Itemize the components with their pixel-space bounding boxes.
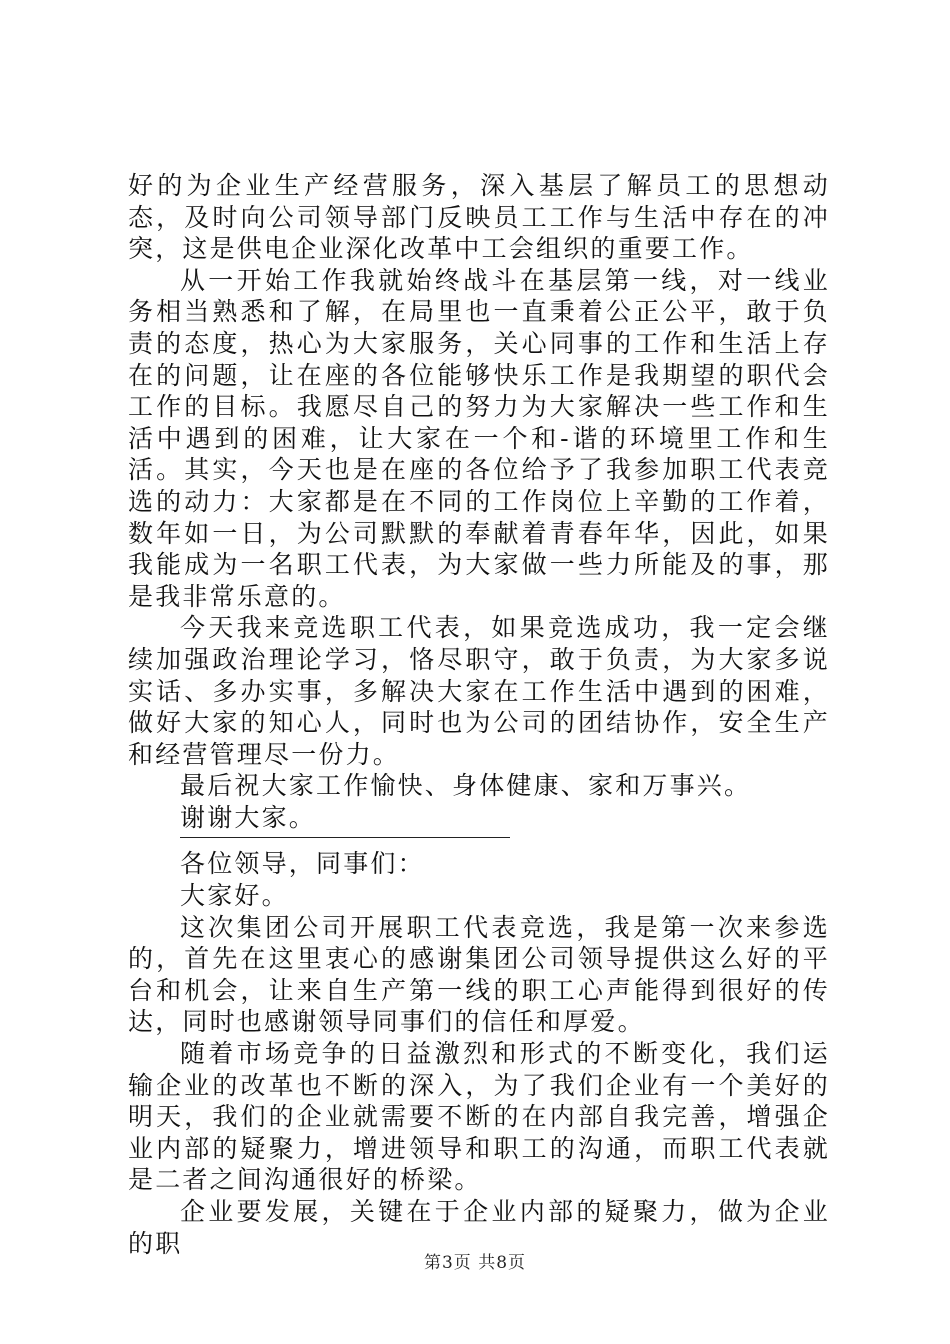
paragraph: 今天我来竞选职工代表，如果竞选成功，我一定会继续加强政治理论学习，恪尽职守，敢于负责，为大家多说实话、多办实事，多解决大家在工作生活中遇到的困难，做好大家的知心人，同时也为公司的团结协作，安全生产和经营管理尽一份力。 — [128, 613, 830, 769]
paragraph: 谢谢大家。 — [180, 802, 317, 832]
paragraph: 这次集团公司开展职工代表竞选，我是第一次来参选的，首先在这里衷心的感谢集团公司领导提供这么好的平台和机会，让来自生产第一线的职工心声能得到很好的传达，同时也感谢领导同事们的信任和厚爱。 — [128, 912, 830, 1037]
paragraph: 从一开始工作我就始终战斗在基层第一线，对一线业务相当熟悉和了解，在局里也一直秉着公正公平，敢于负责的态度，热心为大家服务，关心同事的工作和生活上存在的问题，让在座的各位能够快乐工作是我期望的职代会工作的目标。我愿尽自己的努力为大家解决一些工作和生活中遇到的困难，让大家在一个和-谐的环境里工作和生活。其实，今天也是在座的各位给予了我参加职工代表竞选的动力：大家都是在不同的工作岗位上辛勤的工作着，数年如一日，为公司默默的奉献着青春年华，因此，如果我能成为一名职工代表，为大家做一些力所能及的事，那是我非常乐意的。 — [128, 265, 830, 611]
paragraph: 好的为企业生产经营服务，深入基层了解员工的思想动态，及时向公司领导部门反映员工工作与生活中存在的冲突，这是供电企业深化改革中工会组织的重要工作。 — [128, 171, 830, 264]
greeting: 大家好。 — [180, 881, 289, 911]
salutation: 各位领导，同事们： — [180, 849, 425, 879]
page-number: 第3页 共8页 — [423, 1253, 527, 1273]
paragraph: 最后祝大家工作愉快、身体健康、家和万事兴。 — [180, 771, 752, 801]
paragraph: 随着市场竞争的日益激烈和形式的不断变化，我们运输企业的改革也不断的深入，为了我们企业有一个美好的明天，我们的企业就需要不断的在内部自我完善，增强企业内部的疑聚力，增进领导和职工的沟通，而职工代表就是二者之间沟通很好的桥梁。 — [128, 1039, 830, 1195]
document-body — [128, 170, 830, 1259]
section-divider — [180, 837, 510, 838]
paragraph: 企业要发展，关键在于企业内部的疑聚力，做为企业的职 — [128, 1197, 830, 1258]
